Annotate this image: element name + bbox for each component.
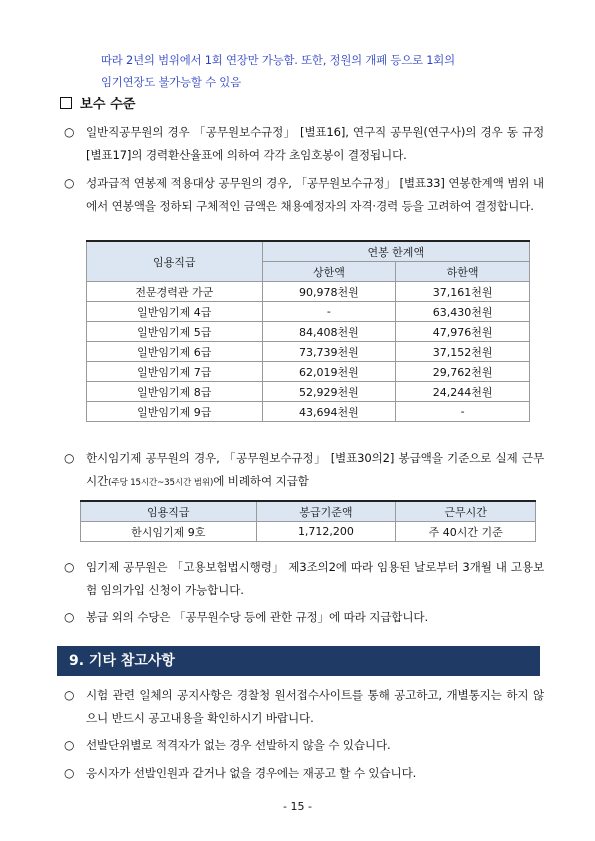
cell-grade: 일반임기제 5급 <box>87 322 263 342</box>
cell-grade: 한시임기제 9호 <box>81 522 257 542</box>
cell-upper: 62,019천원 <box>262 362 396 382</box>
paragraph-announcements <box>64 684 544 730</box>
cell-grade: 일반임기제 8급 <box>87 382 263 402</box>
table-row <box>87 382 530 402</box>
circle-bullet-icon: ○ <box>64 125 75 139</box>
header-lower: 하한액 <box>396 262 530 282</box>
hours-range-note: (주당 15시간~35시간 범위) <box>108 478 214 488</box>
paragraph-general-pay <box>64 121 544 167</box>
paragraph-limited-term <box>64 447 544 495</box>
paragraph-text: 성과급적 연봉제 적용대상 공무원의 경우, 「공무원보수규정」 [별표33] 연봉한계액 범위 내에서 연봉액을 정하되 구체적인 금액은 채용예정자의 자격·경력 등을 고려하여 결정합니다. <box>86 176 544 213</box>
circle-bullet-icon: ○ <box>64 738 75 752</box>
cell-grade: 일반임기제 7급 <box>87 362 263 382</box>
section-heading-salary <box>60 93 136 112</box>
cell-upper: - <box>262 302 396 322</box>
cell-lower: 63,430천원 <box>396 302 530 322</box>
square-bullet-icon <box>60 97 72 109</box>
cell-grade: 일반임기제 9급 <box>87 402 263 422</box>
cell-lower: 47,976천원 <box>396 322 530 342</box>
cell-grade: 일반임기제 4급 <box>87 302 263 322</box>
cell-upper: 73,739천원 <box>262 342 396 362</box>
limited-term-pay-table <box>80 500 536 542</box>
intro-note-line-2: 임기연장도 불가능할 수 있음 <box>101 75 241 89</box>
table-row <box>87 342 530 362</box>
cell-upper: 52,929천원 <box>262 382 396 402</box>
header-salary-limit: 연봉 한계액 <box>262 241 529 262</box>
paragraph-text: 봉급 외의 수당은 「공무원수당 등에 관한 규정」에 따라 지급합니다. <box>86 610 428 624</box>
header-grade: 임용직급 <box>87 241 263 282</box>
paragraph-text <box>86 447 544 495</box>
header-upper: 상한액 <box>262 262 396 282</box>
intro-note-line-1: 따라 2년의 범위에서 1회 연장만 가능함. 또한, 정원의 개폐 등으로 1회의 <box>101 53 455 67</box>
table-row <box>87 362 530 382</box>
paragraph-employment-insurance <box>64 556 544 602</box>
paragraph-text-part: 한시임기제 공무원의 경우, 「공무원보수규정」 [별표30의2] 봉급액을 기준으로 실제 근무시간 <box>86 451 544 488</box>
circle-bullet-icon: ○ <box>64 176 75 190</box>
page-number: - 15 - <box>283 800 312 813</box>
table-row <box>87 322 530 342</box>
header-base-pay: 봉급기준액 <box>256 501 396 522</box>
paragraph-text: 시험 관련 일체의 공지사항은 경찰청 원서접수사이트를 통해 공고하고, 개별통지는 하지 않으니 반드시 공고내용을 확인하시기 바랍니다. <box>86 688 544 725</box>
cell-grade: 전문경력관 가군 <box>87 282 263 302</box>
section-heading-label: 보수 수준 <box>80 97 136 112</box>
circle-bullet-icon: ○ <box>64 766 75 780</box>
paragraph-text: 임기제 공무원은 「고용보험법시행령」 제3조의2에 따라 임용된 날로부터 3개월 내 고용보험 임의가입 신청이 가능합니다. <box>86 560 544 597</box>
cell-lower: 37,161천원 <box>396 282 530 302</box>
paragraph-no-selection <box>64 734 544 757</box>
table-row <box>81 522 536 542</box>
salary-limit-table <box>86 240 530 422</box>
header-grade: 임용직급 <box>81 501 257 522</box>
circle-bullet-icon: ○ <box>64 610 75 624</box>
cell-lower: 29,762천원 <box>396 362 530 382</box>
header-work-hours: 근무시간 <box>396 501 536 522</box>
cell-base-pay: 1,712,200 <box>256 522 396 542</box>
cell-upper: 84,408천원 <box>262 322 396 342</box>
section-banner-other-notes: 9. 기타 참고사항 <box>57 646 540 676</box>
paragraph-text: 응시자가 선발인원과 같거나 없을 경우에는 재공고 할 수 있습니다. <box>86 766 417 780</box>
cell-upper: 43,694천원 <box>262 402 396 422</box>
table-row <box>87 282 530 302</box>
cell-lower: 37,152천원 <box>396 342 530 362</box>
table-row <box>87 302 530 322</box>
paragraph-text: 선발단위별로 적격자가 없는 경우 선발하지 않을 수 있습니다. <box>86 738 391 752</box>
circle-bullet-icon: ○ <box>64 688 75 702</box>
paragraph-allowances <box>64 606 544 629</box>
paragraph-re-announcement <box>64 762 544 785</box>
cell-lower: - <box>396 402 530 422</box>
cell-work-hours: 주 40시간 기준 <box>396 522 536 542</box>
circle-bullet-icon: ○ <box>64 560 75 574</box>
table-row <box>87 402 530 422</box>
circle-bullet-icon: ○ <box>64 451 75 465</box>
paragraph-text: 일반직공무원의 경우 「공무원보수규정」 [별표16], 연구직 공무원(연구사)의 경우 동 규정 [별표17]의 경력환산율표에 의하여 각각 초임호봉이 결정됩니다. <box>86 125 544 162</box>
paragraph-text-part: 에 비례하여 지급함 <box>213 474 309 488</box>
cell-grade: 일반임기제 6급 <box>87 342 263 362</box>
cell-lower: 24,244천원 <box>396 382 530 402</box>
cell-upper: 90,978천원 <box>262 282 396 302</box>
paragraph-annual-salary <box>64 172 544 218</box>
